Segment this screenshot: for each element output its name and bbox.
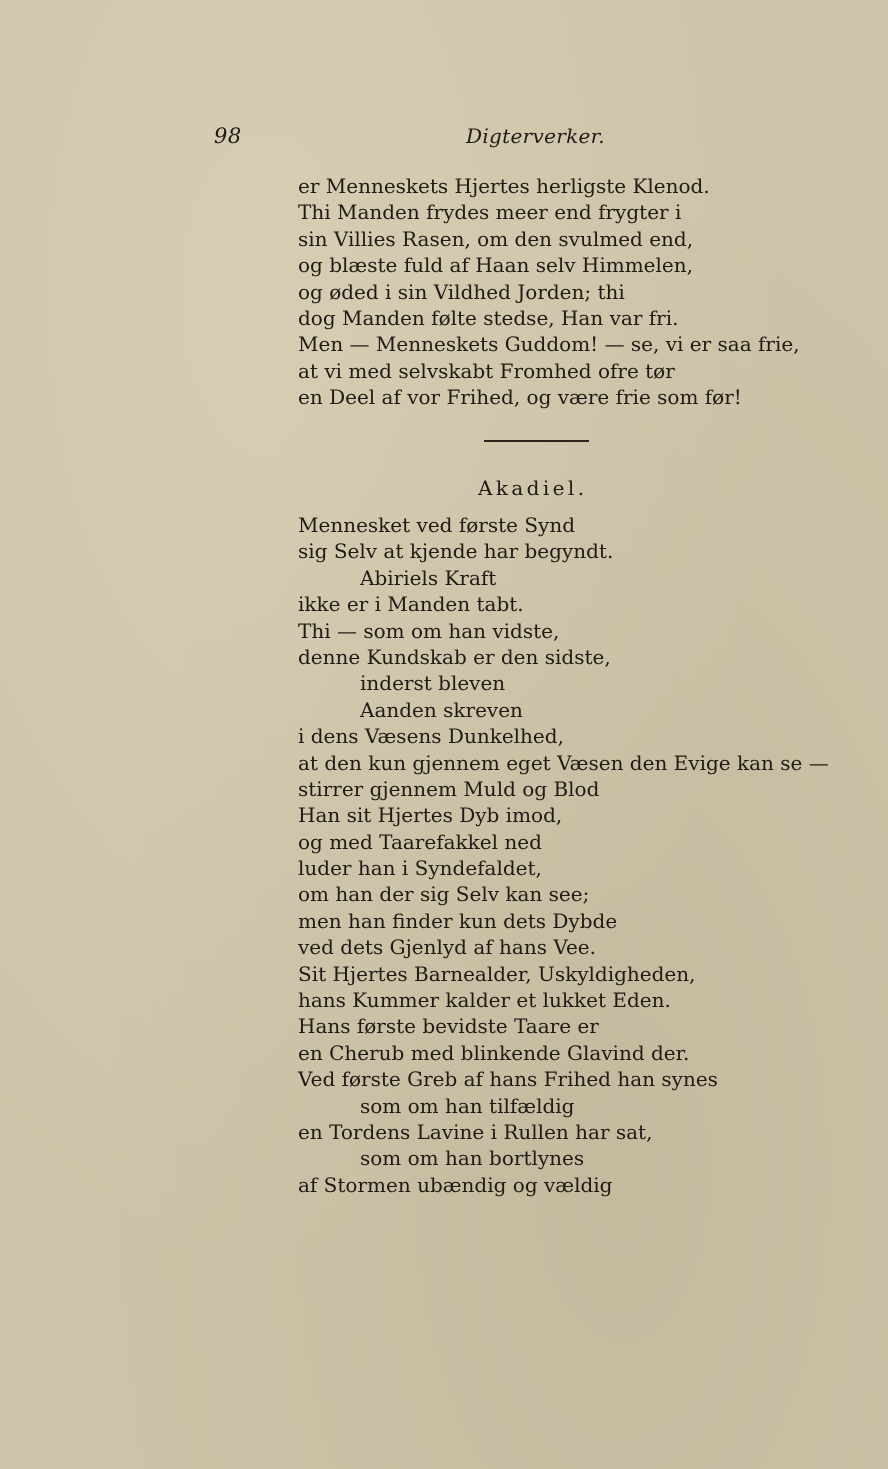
- poem-line: Aanden skreven: [360, 697, 523, 722]
- poem-line: og blæste fuld af Haan selv Himmelen,: [298, 253, 693, 278]
- poem-line: og med Taarefakkel ned: [298, 829, 542, 854]
- poem-line: som om han tilfældig: [360, 1093, 575, 1118]
- section-title: Akadiel.: [478, 476, 588, 500]
- poem-line: Han sit Hjertes Dyb imod,: [298, 803, 563, 828]
- poem-line: som om han bortlynes: [360, 1146, 585, 1171]
- poem-line: inderst bleven: [360, 671, 506, 696]
- poem-stanza-1: [298, 173, 800, 411]
- poem-line: at den kun gjennem eget Væsen den Evige kan se —: [298, 750, 829, 775]
- poem-stanza-2: [298, 512, 829, 1198]
- poem-line: af Stormen ubændig og vældig: [298, 1172, 613, 1197]
- poem-line: Men — Menneskets Guddom! — se, vi er saa frie,: [298, 332, 800, 357]
- poem-line: og øded i sin Vildhed Jorden; thi: [298, 279, 625, 304]
- poem-line: Thi Manden frydes meer end frygter i: [298, 200, 682, 225]
- poem-line: sin Villies Rasen, om den svulmed end,: [298, 226, 694, 251]
- poem-line: Thi — som om han vidste,: [298, 618, 560, 643]
- poem-line: dog Manden følte stedse, Han var fri.: [298, 305, 679, 330]
- running-title: Digterverker.: [466, 124, 605, 148]
- page-number: 98: [214, 124, 242, 148]
- poem-line: denne Kundskab er den sidste,: [298, 644, 611, 669]
- poem-line: i dens Væsens Dunkelhed,: [298, 724, 564, 749]
- poem-line: en Tordens Lavine i Rullen har sat,: [298, 1119, 653, 1144]
- poem-line: Ved første Greb af hans Frihed han synes: [298, 1067, 718, 1092]
- poem-line: er Menneskets Hjertes herligste Klenod.: [298, 174, 710, 198]
- poem-line: ikke er i Manden tabt.: [298, 592, 524, 617]
- section-divider-rule: [484, 440, 589, 442]
- poem-line: Sit Hjertes Barnealder, Uskyldigheden,: [298, 961, 696, 986]
- poem-line: Hans første bevidste Taare er: [298, 1014, 599, 1039]
- poem-line: en Cherub med blinkende Glavind der.: [298, 1040, 690, 1065]
- poem-line: en Deel af vor Frihed, og være frie som før!: [298, 385, 742, 410]
- poem-line: hans Kummer kalder et lukket Eden.: [298, 988, 671, 1013]
- poem-line: ved dets Gjenlyd af hans Vee.: [298, 935, 596, 960]
- poem-line: Abiriels Kraft: [360, 565, 497, 590]
- poem-line: luder han i Syndefaldet,: [298, 856, 542, 881]
- poem-line: Mennesket ved første Synd: [298, 513, 576, 537]
- poem-line: om han der sig Selv kan see;: [298, 882, 590, 907]
- running-head: [0, 124, 888, 154]
- poem-line: sig Selv at kjende har begyndt.: [298, 539, 614, 564]
- poem-line: stirrer gjennem Muld og Blod: [298, 776, 600, 801]
- poem-line: at vi med selvskabt Fromhed ofre tør: [298, 358, 675, 383]
- poem-line: men han finder kun dets Dybde: [298, 908, 618, 933]
